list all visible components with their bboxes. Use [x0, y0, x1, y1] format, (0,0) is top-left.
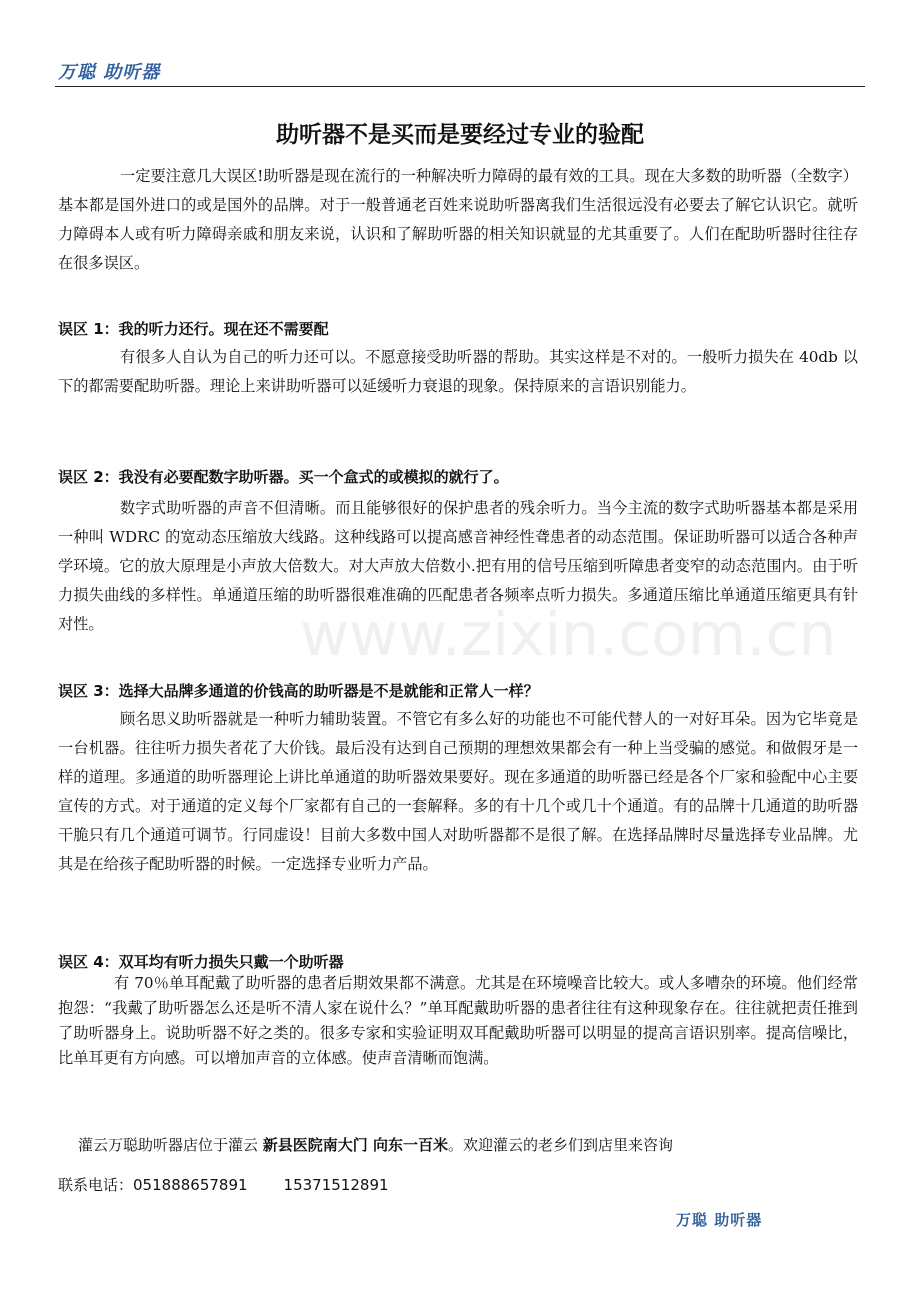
- phone-number-2: 15371512891: [283, 1176, 389, 1194]
- address-location: 新县医院南大门 向东一百米: [262, 1136, 449, 1154]
- section-3-body: 顾名思义助听器就是一种听力辅助装置。不管它有多么好的功能也不可能代替人的一对好耳朵。因为它毕竟是一台机器。往往听力损失者花了大价钱。最后没有达到自己预期的理想效果都会有一种上当受骗的感觉。和做假牙是一样的道理。多通道的助听器理论上讲比单通道的助听器效果要好。现在多通道的助听器已经是各个厂家和验配中心主要宣传的方式。对于通道的定义每个厂家都有自己的一套解释。多的有十几个或几十个通道。有的品牌十几通道的助听器干脆只有几个通道可调节。行同虚设！目前大多数中国人对助听器都不是很了解。在选择品牌时尽量选择专业品牌。尤其是在给孩子配助听器的时候。一定选择专业听力产品。: [58, 710, 858, 873]
- section-1-body: 有很多人自认为自己的听力还可以。不愿意接受助听器的帮助。其实这样是不对的。一般听力损失在 40db 以下的都需要配助听器。理论上来讲助听器可以延缓听力衰退的现象。保持原来的言语识别能力。: [58, 348, 858, 395]
- header-brand: 万聪 助听器: [58, 62, 161, 83]
- section-1-heading: 误区 1：我的听力还行。现在还不需要配: [58, 320, 329, 338]
- contact-label: 联系电话：: [58, 1176, 134, 1194]
- watermark: www.zixin.com.cn: [300, 600, 837, 670]
- phone-number-1: 051888657891: [133, 1176, 248, 1194]
- page-title: 助听器不是买而是要经过专业的验配: [276, 122, 644, 148]
- contact-line: [58, 1174, 389, 1195]
- section-4-body: 有 70％单耳配戴了助听器的患者后期效果都不满意。尤其是在环境噪音比较大。或人多嘈杂的环境。他们经常抱怨：“我戴了助听器怎么还是听不清人家在说什么？”单耳配戴助听器的患者往往有这种现象存在。往往就把责任推到了助听器身上。说助听器不好之类的。很多专家和实验证明双耳配戴助听器可以明显的提高言语识别率。提高信噪比，比单耳更有方向感。可以增加声音的立体感。使声音清晰而饱满。: [58, 974, 858, 1067]
- header-divider: [55, 86, 865, 87]
- section-2-heading: 误区 2：我没有必要配数字助听器。买一个盒式的或模拟的就行了。: [58, 468, 509, 486]
- footer-brand: 万聪 助听器: [676, 1211, 763, 1229]
- address-suffix: 。欢迎灌云的老乡们到店里来咨询: [448, 1136, 674, 1154]
- store-address: [78, 1134, 673, 1155]
- section-4-heading: 误区 4：双耳均有听力损失只戴一个助听器: [58, 953, 344, 971]
- address-prefix: 灌云万聪助听器店位于灌云: [78, 1136, 263, 1154]
- intro-paragraph: 一定要注意几大误区!助听器是现在流行的一种解决听力障碍的最有效的工具。现在大多数的助听器（全数字）基本都是国外进口的或是国外的品牌。对于一般普通老百姓来说助听器离我们生活很远没有必要去了解它认识它。就听力障碍本人或有听力障碍亲戚和朋友来说，认识和了解助听器的相关知识就显的尤其重要了。人们在配助听器时往往存在很多误区。: [58, 167, 858, 272]
- section-2-body: 数字式助听器的声音不但清晰。而且能够很好的保护患者的残余听力。当今主流的数字式助听器基本都是采用一种叫 WDRC 的宽动态压缩放大线路。这种线路可以提高感音神经性聋患者的动态范围。保证助听器可以适合各种声学环境。它的放大原理是小声放大倍数大。对大声放大倍数小.把有用的信号压缩到听障患者变窄的动态范围内。由于听力损失曲线的多样性。单通道压缩的助听器很难准确的匹配患者各频率点听力损失。多通道压缩比单通道压缩更具有针对性。: [58, 499, 858, 633]
- section-3-heading: 误区 3：选择大品牌多通道的价钱高的助听器是不是就能和正常人一样？: [58, 682, 539, 700]
